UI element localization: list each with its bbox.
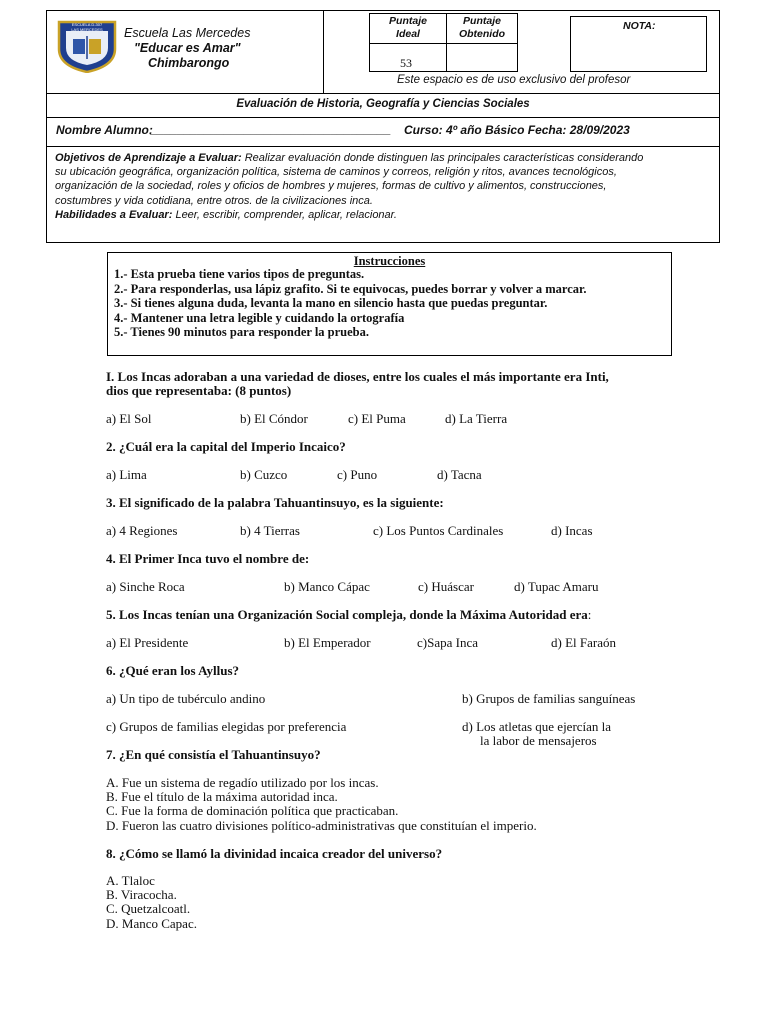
logo-text-mid: LAS MERCEDES (71, 27, 103, 32)
puntaje-obtenido-label-2: Obtenido (458, 28, 506, 40)
student-name-line[interactable]: ____________________________________ (150, 122, 391, 136)
objectives-line-3: organización de la sociedad, roles y oficios de hombres y mujeres, formas de cultivo y alimentos, construcciones, (55, 180, 607, 193)
question-2-option-d[interactable]: d) Tacna (437, 467, 482, 482)
skills-text: Leer, escribir, comprender, aplicar, relacionar. (172, 208, 397, 221)
question-4-option-c[interactable]: c) Huáscar (418, 579, 474, 594)
nota-label: NOTA: (623, 20, 656, 32)
course-info: Curso: 4º año Básico Fecha: 28/09/2023 (404, 123, 630, 137)
objectives-text (55, 151, 715, 222)
question-1-option-c[interactable]: c) El Puma (348, 411, 406, 426)
logo-text-top: ESCUELA D-307 (71, 22, 103, 27)
question-6-option-b[interactable]: b) Grupos de familias sanguíneas (462, 691, 636, 706)
question-4-option-a[interactable]: a) Sinche Roca (106, 579, 185, 594)
question-3-option-a[interactable]: a) 4 Regiones (106, 523, 178, 538)
question-1-line-2: dios que representaba: (8 puntos) (106, 383, 292, 398)
instruction-item: 2.- Para responderlas, usa lápiz grafito. Si te equivocas, puedes borrar y volver a marcar. (114, 281, 587, 296)
question-5-suffix: : (587, 607, 592, 622)
instruction-item: 3.- Si tienes alguna duda, levanta la mano en silencio hasta que puedas preguntar. (114, 296, 548, 310)
puntaje-ideal-value: 53 (400, 56, 412, 70)
question-4-option-b[interactable]: b) Manco Cápac (284, 579, 370, 594)
school-motto: "Educar es Amar" (134, 41, 241, 55)
question-3-option-d[interactable]: d) Incas (551, 523, 593, 538)
question-8-option-d[interactable]: D. Manco Capac. (106, 916, 197, 931)
question-4-option-d[interactable]: d) Tupac Amaru (514, 579, 599, 594)
question-5-option-a[interactable]: a) El Presidente (106, 635, 189, 650)
question-8-option-a[interactable]: A. Tlaloc (106, 873, 155, 888)
question-2: 2. ¿Cuál era la capital del Imperio Incaico? (106, 439, 346, 454)
objectives-label: Objetivos de Aprendizaje a Evaluar: (55, 152, 242, 164)
question-8-option-c[interactable]: C. Quetzalcoatl. (106, 901, 191, 916)
question-7-option-d[interactable]: D. Fueron las cuatro divisiones político-administrativas que constituían el imperio. (106, 818, 537, 833)
skills-label: Habilidades a Evaluar: (55, 208, 173, 221)
question-2-option-a[interactable]: a) Lima (106, 467, 147, 482)
question-8-option-b[interactable]: B. Viracocha. (106, 887, 177, 902)
puntaje-ideal-label-1: Puntaje (389, 15, 427, 27)
instruction-item: 4.- Mantener una letra legible y cuidando la ortografía (114, 310, 405, 325)
question-6-option-a[interactable]: a) Un tipo de tubérculo andino (106, 691, 266, 706)
question-6-option-d[interactable]: d) Los atletas que ejercían la (462, 719, 612, 734)
question-7: 7. ¿En qué consistía el Tahuantinsuyo? (106, 747, 321, 762)
question-7-option-a[interactable]: A. Fue un sistema de regadío utilizado por los incas. (106, 775, 379, 790)
question-6-option-d-continued: la labor de mensajeros (480, 733, 597, 748)
question-5-text: 5. Los Incas tenían una Organización Social compleja, donde la Máxima Autoridad era (106, 607, 588, 622)
question-3-option-c[interactable]: c) Los Puntos Cardinales (373, 523, 504, 538)
header-divider-vertical (323, 10, 324, 94)
question-7-option-c[interactable]: C. Fue la forma de dominación política que practicaban. (106, 803, 399, 818)
teacher-note: Este espacio es de uso exclusivo del profesor (397, 74, 631, 86)
question-4: 4. El Primer Inca tuvo el nombre de: (106, 551, 310, 566)
question-6-option-c[interactable]: c) Grupos de familias elegidas por preferencia (106, 719, 347, 734)
question-3: 3. El significado de la palabra Tahuantinsuyo, es la siguiente: (106, 495, 444, 510)
question-1-line-1: I. Los Incas adoraban a una variedad de dioses, entre los cuales el más importante era Inti, (106, 369, 609, 384)
instruction-item: 5.- Tienes 90 minutos para responder la prueba. (114, 325, 370, 339)
eval-title: Evaluación de Historia, Geografía y Ciencias Sociales (236, 98, 530, 110)
student-name-label: Nombre Alumno: (56, 123, 153, 137)
objectives-line-1: Realizar evaluación donde distinguen las principales características considerando (241, 152, 644, 164)
objectives-line-4: costumbres y vida cotidiana, entre otros. de la civilizaciones inca. (55, 194, 373, 207)
question-5-option-c[interactable]: c)Sapa Inca (417, 635, 478, 650)
question-5-option-d[interactable]: d) El Faraón (551, 635, 616, 650)
question-8: 8. ¿Cómo se llamó la divinidad incaica creador del universo? (106, 846, 443, 861)
question-3-option-b[interactable]: b) 4 Tierras (240, 523, 300, 538)
puntaje-obtenido-label-1: Puntaje (463, 15, 501, 27)
school-city: Chimbarongo (148, 56, 230, 70)
instructions-title: Instrucciones (353, 254, 426, 268)
question-6: 6. ¿Qué eran los Ayllus? (106, 663, 240, 678)
school-name: Escuela Las Mercedes (124, 26, 251, 40)
instruction-item: 1.- Esta prueba tiene varios tipos de preguntas. (114, 267, 365, 281)
puntaje-ideal-label-2: Ideal (396, 28, 420, 40)
question-5 (106, 607, 591, 623)
question-2-option-b[interactable]: b) Cuzco (240, 467, 288, 482)
question-1-option-b[interactable]: b) El Cóndor (240, 411, 308, 426)
question-5-option-b[interactable]: b) El Emperador (284, 635, 371, 650)
question-2-option-c[interactable]: c) Puno (337, 467, 378, 482)
instructions-list (114, 267, 634, 340)
puntaje-obtenido-value-cell[interactable] (446, 43, 518, 72)
question-1-option-d[interactable]: d) La Tierra (445, 411, 508, 426)
question-7-option-b[interactable]: B. Fue el título de la máxima autoridad inca. (106, 789, 338, 804)
question-1-option-a[interactable]: a) El Sol (106, 411, 152, 426)
objectives-line-2: su ubicación geográfica, organización política, sistema de caminos y correos, religión y ritos, avances tecnológicos, (55, 166, 617, 179)
